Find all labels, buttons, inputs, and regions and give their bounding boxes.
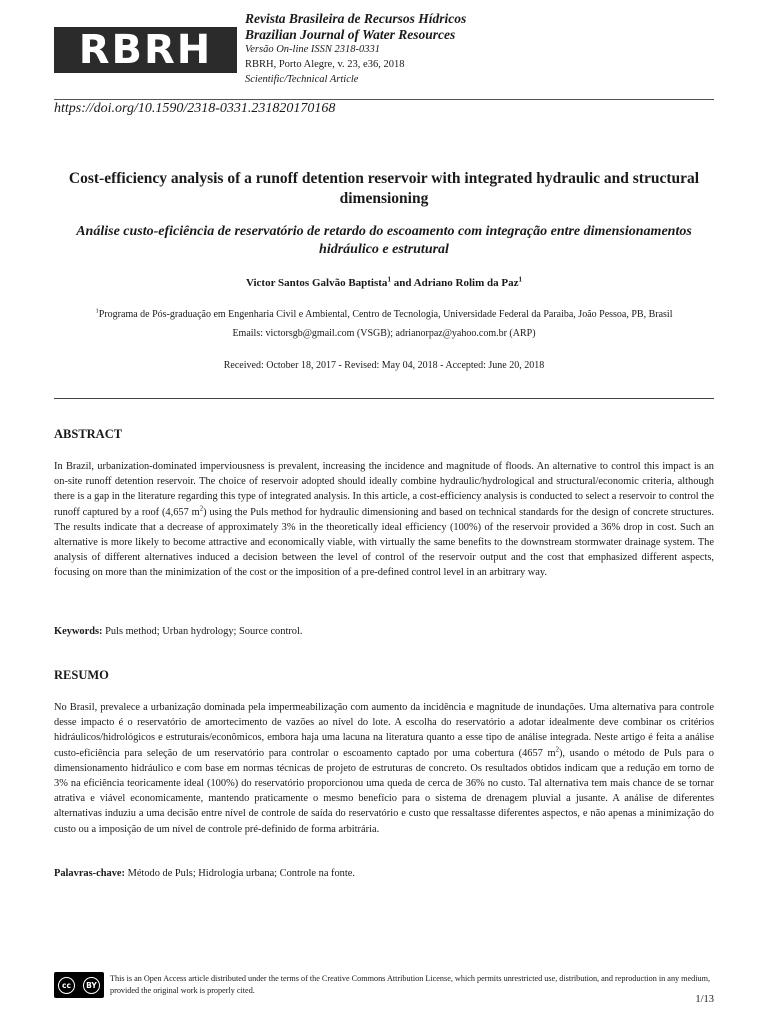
journal-title-en: Brazilian Journal of Water Resources bbox=[245, 26, 456, 42]
keywords-label: Keywords: bbox=[54, 626, 103, 637]
affiliation-mark: 1 bbox=[95, 307, 99, 315]
palavras-chave bbox=[54, 868, 714, 879]
journal-citation: RBRH, Porto Alegre, v. 23, e36, 2018 bbox=[245, 59, 405, 71]
affiliation bbox=[54, 306, 714, 325]
resumo-heading: RESUMO bbox=[54, 668, 109, 682]
journal-title-pt: Revista Brasileira de Recursos Hídricos bbox=[245, 11, 467, 26]
resumo-text-a: No Brasil, prevalece a urbanização dominada pela impermeabilização com aumento da incidência e magnitude de inundações. Uma alternativa para controle desse impacto é o reservatório de amortecimento de vazões ao nível do lote. A escolha do reservatório a adotar idealmente deve combinar os critérios hidráulicos/hidrológicos e estruturais/econômicos, embora haja uma lacuna na literatura quanto a esse tipo de análise integrada. Neste artigo é feita a análise custo-eficiência para seleção de um reservatório para controlar o escoamento captado por uma cobertura (4657 m bbox=[54, 702, 714, 759]
article-type: Scientific/Technical Article bbox=[245, 74, 359, 86]
by-icon: BY bbox=[83, 977, 100, 994]
header-divider bbox=[54, 99, 714, 100]
cc-icon: cc bbox=[58, 977, 75, 994]
author-2-affil-mark: 1 bbox=[518, 275, 523, 284]
authors bbox=[54, 277, 714, 289]
page-number: 1/13 bbox=[695, 994, 714, 1005]
abstract-text bbox=[54, 459, 714, 581]
keywords bbox=[54, 626, 714, 637]
author-1: Victor Santos Galvão Baptista bbox=[245, 277, 388, 289]
author-emails: Emails: victorsgb@gmail.com (VSGB); adrianorpaz@yahoo.com.br (ARP) bbox=[232, 327, 536, 339]
abstract-heading: ABSTRACT bbox=[54, 427, 123, 441]
abstract-superscript: 2 bbox=[199, 505, 204, 513]
resumo-superscript: 2 bbox=[555, 746, 559, 754]
doi-link[interactable]: https://doi.org/10.1590/2318-0331.231820170168 bbox=[54, 101, 336, 116]
license-block bbox=[54, 972, 714, 1002]
affiliation-block bbox=[54, 306, 714, 343]
author-1-affil-mark: 1 bbox=[387, 275, 392, 284]
license-text: This is an Open Access article distributed under the terms of the Creative Commons Attribution License, which permits unrestricted use, distribution, and reproduction in any medium, provided the original work is properly cited. bbox=[110, 974, 711, 995]
abstract-text-a: In Brazil, urbanization-dominated imperviousness is prevalent, increasing the incidence and magnitude of floods. An alternative to control this impact is an on-site runoff detention reservoir. The choice of reservoir adopted should ideally combine hydraulic/hydrological and structural/economic criteria, although there is a gap in the literature regarding this type of integrated analysis. In this article, a cost-efficiency analysis is conducted to select a reservoir to control the runoff captured by a roof (4,657 m bbox=[54, 461, 714, 518]
submission-dates: Received: October 18, 2017 - Revised: May 04, 2018 - Accepted: June 20, 2018 bbox=[223, 360, 545, 371]
palavras-chave-label: Palavras-chave: bbox=[54, 868, 125, 879]
resumo-text-b: ), usando o método de Puls para o dimensionamento hidráulico e com base em normas técnicas de projeto de estruturas de concreto. Os resultados obtidos indicam que a redução em torno de 3% na eficiência teoricamente ideal (100%) do reservatório proporcionou uma queda de cerca de 36% no custo. Tal alternativa tem mais chance de se tornar atrativa e viável economicamente, mantendo praticamente o mesmo benefício para o sistema de drenagem pluvial a jusante. A análise de diferentes alternativas induziu a uma decisão entre nível de controle de saída do reservatório e custo que ressaltasse diferentes aspectos, e não apenas a minimização do custo ou a imposição de um nível de controle pré-definido de forma arbitrária. bbox=[54, 747, 714, 835]
paper-subtitle: Análise custo-eficiência de reservatório de retardo do escoamento com integração entre dimensionamentos hidráulico e estrutural bbox=[76, 224, 692, 258]
palavras-chave-text: Método de Puls; Hidrologia urbana; Controle na fonte. bbox=[124, 868, 355, 879]
abstract-text-b: ) using the Puls method for hydraulic dimensioning and based on technical standards for the design of concrete structures. The results indicate that a decrease of approximately 3% in the theoretically ideal efficiency (100%) of the reservoir provided a 36% drop in cost. Such an alternative is more likely to become attractive and economically viable, with virtually the same benefits to the downstream stormwater drainage system. The analysis of different alternatives induced a decision between the level of control of the reservoir output and the cost that emphasized different aspects, focusing on more than the minimization of the cost or the imposition of a pre-defined control level in an arbitrary way. bbox=[54, 506, 714, 579]
cc-by-badge[interactable] bbox=[54, 972, 104, 998]
paper-title: Cost-efficiency analysis of a runoff detention reservoir with integrated hydraulic and structural dimensioning bbox=[68, 170, 700, 208]
journal-info bbox=[245, 11, 466, 88]
section-divider bbox=[54, 398, 714, 399]
journal-logo: RBRH bbox=[54, 27, 237, 73]
resumo-text bbox=[54, 700, 714, 837]
journal-issn: Versão On-line ISSN 2318-0331 bbox=[245, 44, 381, 56]
affiliation-text: Programa de Pós-graduação em Engenharia Civil e Ambiental, Centro de Tecnologia, Universidade Federal da Paraiba, João Pessoa, PB, Brasil bbox=[98, 309, 673, 320]
keywords-text: Puls method; Urban hydrology; Source control. bbox=[102, 626, 303, 637]
authors-conjunction: and bbox=[391, 277, 414, 289]
author-2: Adriano Rolim da Paz bbox=[413, 277, 519, 289]
